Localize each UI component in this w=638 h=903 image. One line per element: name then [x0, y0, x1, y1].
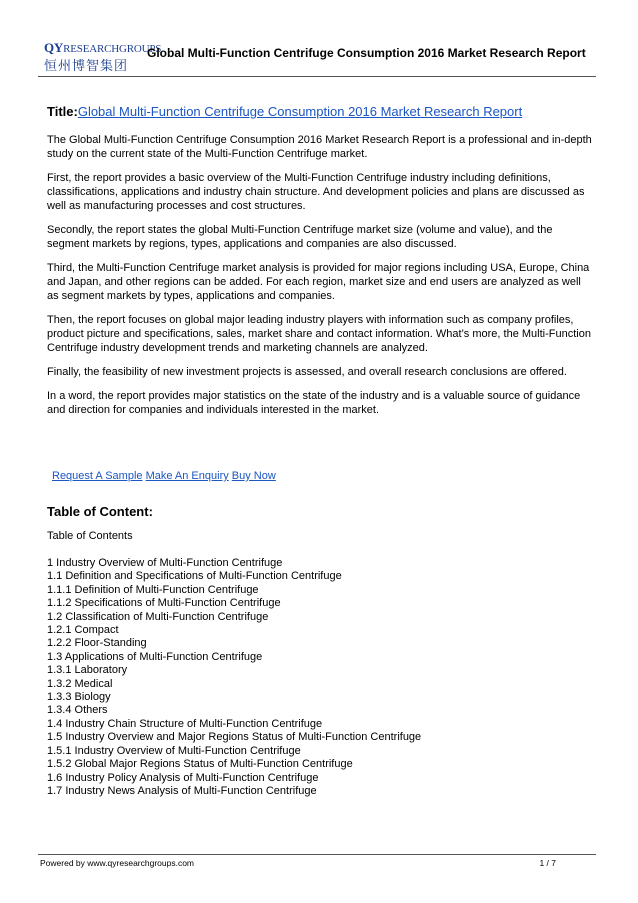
toc-item: 1.1.1 Definition of Multi-Function Centrifuge [47, 583, 259, 596]
powered-by-text: Powered by www.qyresearchgroups.com [40, 858, 195, 868]
company-logo [44, 40, 162, 74]
toc-subheading: Table of Contents [47, 530, 133, 542]
toc-item: 1.5.2 Global Major Regions Status of Multi-Function Centrifuge [47, 758, 353, 771]
toc-item: 1.2.2 Floor-Standing [47, 637, 147, 650]
description-paragraph: First, the report provides a basic overview of the Multi-Function Centrifuge industry including definitions, classifications, applications and industry chain structure. And development policies and plans are discussed as well as manufacturing processes and cost structures. [47, 172, 585, 212]
toc-item: 1.6 Industry Policy Analysis of Multi-Function Centrifuge [47, 771, 319, 784]
description-paragraph: Secondly, the report states the global Multi-Function Centrifuge market size (volume and value), and the segment markets by regions, types, applications and companies are also discussed. [47, 224, 553, 250]
toc-item: 1 Industry Overview of Multi-Function Centrifuge [47, 557, 283, 569]
description-paragraph: Third, the Multi-Function Centrifuge market analysis is provided for major regions including USA, Europe, China and Japan, and other regions can be added. For each region, market size and end users are analyzed as well as segment markets by types, applications and companies. [47, 262, 590, 302]
toc-item: 1.3.1 Laboratory [47, 664, 128, 677]
toc-list [47, 557, 595, 798]
buy-now-link[interactable]: Buy Now [231, 470, 276, 482]
description-paragraph: In a word, the report provides major statistics on the state of the industry and is a valuable source of guidance and direction for companies and individuals interested in the market. [47, 390, 581, 416]
main-content [47, 105, 595, 798]
toc-item: 1.2 Classification of Multi-Function Centrifuge [47, 610, 269, 623]
page-header [38, 40, 596, 77]
toc-item: 1.5 Industry Overview and Major Regions Status of Multi-Function Centrifuge [47, 731, 422, 744]
toc-item: 1.3.4 Others [47, 704, 108, 717]
toc-item: 1.3 Applications of Multi-Function Centrifuge [47, 650, 263, 663]
toc-item: 1.3.3 Biology [47, 691, 111, 704]
page-footer [38, 854, 596, 868]
action-links [47, 469, 595, 483]
toc-item: 1.2.1 Compact [47, 624, 119, 637]
toc-item: 1.4 Industry Chain Structure of Multi-Function Centrifuge [47, 717, 323, 730]
request-sample-link[interactable]: Request A Sample [52, 470, 143, 482]
header-title: Global Multi-Function Centrifuge Consumption 2016 Market Research Report [147, 46, 586, 60]
logo-wordmark: QYRESEARCHGROUPS [44, 40, 162, 55]
toc-item: 1.7 Industry News Analysis of Multi-Function Centrifuge [47, 784, 317, 797]
toc-item: 1.5.1 Industry Overview of Multi-Function Centrifuge [47, 744, 301, 757]
description-paragraph: Then, the report focuses on global major leading industry players with information such as company profiles, product picture and specifications, sales, market share and contact information. What’s more, the Multi-Function Centrifuge industry development trends and marketing channels are analyzed. [47, 314, 591, 354]
make-enquiry-link[interactable]: Make An Enquiry [145, 470, 229, 482]
toc-heading: Table of Content: [47, 504, 153, 519]
toc-item: 1.1.2 Specifications of Multi-Function Centrifuge [47, 597, 281, 610]
logo-chinese-name: 恒州博智集团 [44, 59, 129, 74]
toc-item: 1.1 Definition and Specifications of Multi-Function Centrifuge [47, 570, 342, 583]
description-paragraph: The Global Multi-Function Centrifuge Consumption 2016 Market Research Report is a professional and in-depth study on the current state of the Multi-Function Centrifuge market. [47, 134, 592, 160]
report-title [47, 105, 595, 119]
description-paragraphs [47, 133, 595, 417]
page-number: 1 / 7 [539, 858, 556, 868]
description-paragraph: Finally, the feasibility of new investment projects is assessed, and overall research conclusions are offered. [47, 366, 567, 378]
report-title-link[interactable]: Global Multi-Function Centrifuge Consumption 2016 Market Research Report [77, 104, 523, 119]
title-label: Title: [47, 104, 78, 119]
toc-item: 1.3.2 Medical [47, 677, 113, 690]
